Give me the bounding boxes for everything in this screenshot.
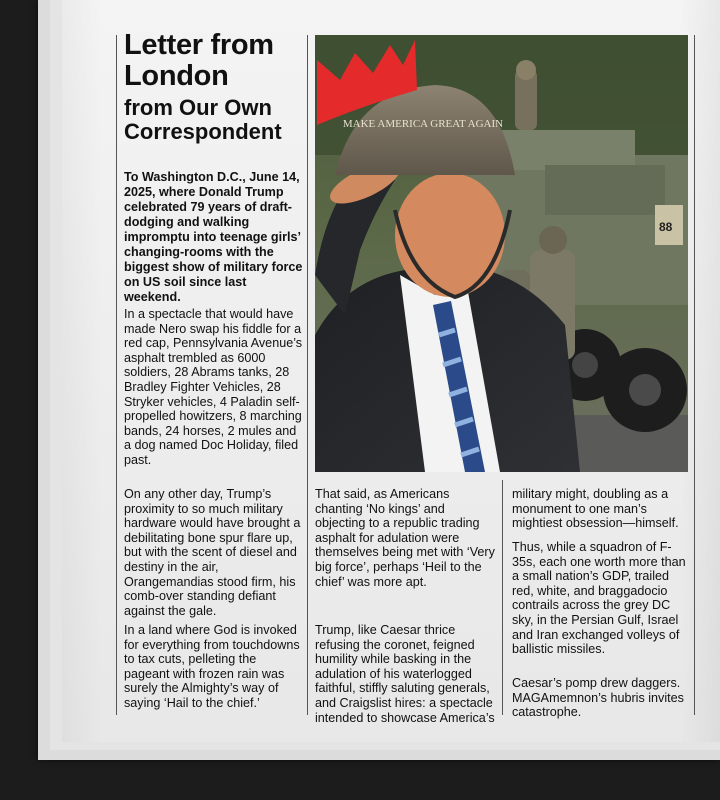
column-rule (694, 35, 695, 715)
lead-paragraph: To Washington D.C., June 14, 2025, where Donald Trump celebrated 79 years of draft-dodging and walking impromptu into teenage girls’ changing-rooms with the biggest show of military force on US soil since last weekend. (124, 170, 303, 304)
body-paragraph: Trump, like Caesar thrice refusing the coronet, feigned humility while basking in the adulation of his waterlogged faithful, stiffly saluting generals, and Craigslist hires: a spectacle intended to showcase America’s (315, 623, 495, 725)
column-rule (307, 35, 308, 715)
body-paragraph: In a spectacle that would have made Nero swap his fiddle for a red cap, Pennsylvania Avenue’s asphalt trembled as 6000 soldiers, 28 Abrams tanks, 28 Bradley Fighter Vehicles, 28 Stryker vehicles, 4 Paladin self-propelled howitzers, 8 marching bands, 24 horses, 2 mules and a dog named Doc Holiday, filed past. (124, 307, 303, 467)
helmet-text: MAKE AMERICA GREAT AGAIN (342, 118, 504, 130)
face (395, 173, 505, 297)
headline-block (124, 30, 304, 144)
subhead: from Our Own Correspondent (124, 95, 282, 144)
body-paragraph: That said, as Americans chanting ‘No kings’ and objecting to a republic trading asphalt for adulation were themselves being met with ‘Very big force’, perhaps ‘Heil to the chief’ was more apt. (315, 487, 495, 589)
body-paragraph: In a land where God is invoked for everything from touchdowns to tax cuts, pelleting the pageant with frozen rain was surely the Almighty’s way of saying ‘Hail to the chief.’ (124, 623, 300, 710)
body-paragraph: Caesar’s pomp drew daggers. MAGAmemnon’s hubris invites catastrophe. (512, 676, 684, 720)
column-rule (502, 480, 503, 715)
article-photo (315, 35, 688, 472)
vehicle-marking: 88 (659, 220, 673, 234)
headline: Letter from London (124, 29, 274, 92)
body-paragraph: Thus, while a squadron of F-35s, each one worth more than a small nation’s GDP, trailed red, white, and braggadocio contrails across the grey DC sky, in the Persian Gulf, Israel and Iran exchanged volleys of ballistic missiles. (512, 540, 686, 657)
body-paragraph: On any other day, Trump’s proximity to so much military hardware would have brought a debilitating bone spur flare up, but with the scent of diesel and destiny in the air, Orangemandias stood firm, his comb-over standing defiant against the gale. (124, 487, 301, 618)
body-paragraph: military might, doubling as a monument to one man’s mightiest obsession—himself. (512, 487, 679, 531)
column-rule (116, 35, 117, 715)
photo-illustration (315, 35, 688, 472)
